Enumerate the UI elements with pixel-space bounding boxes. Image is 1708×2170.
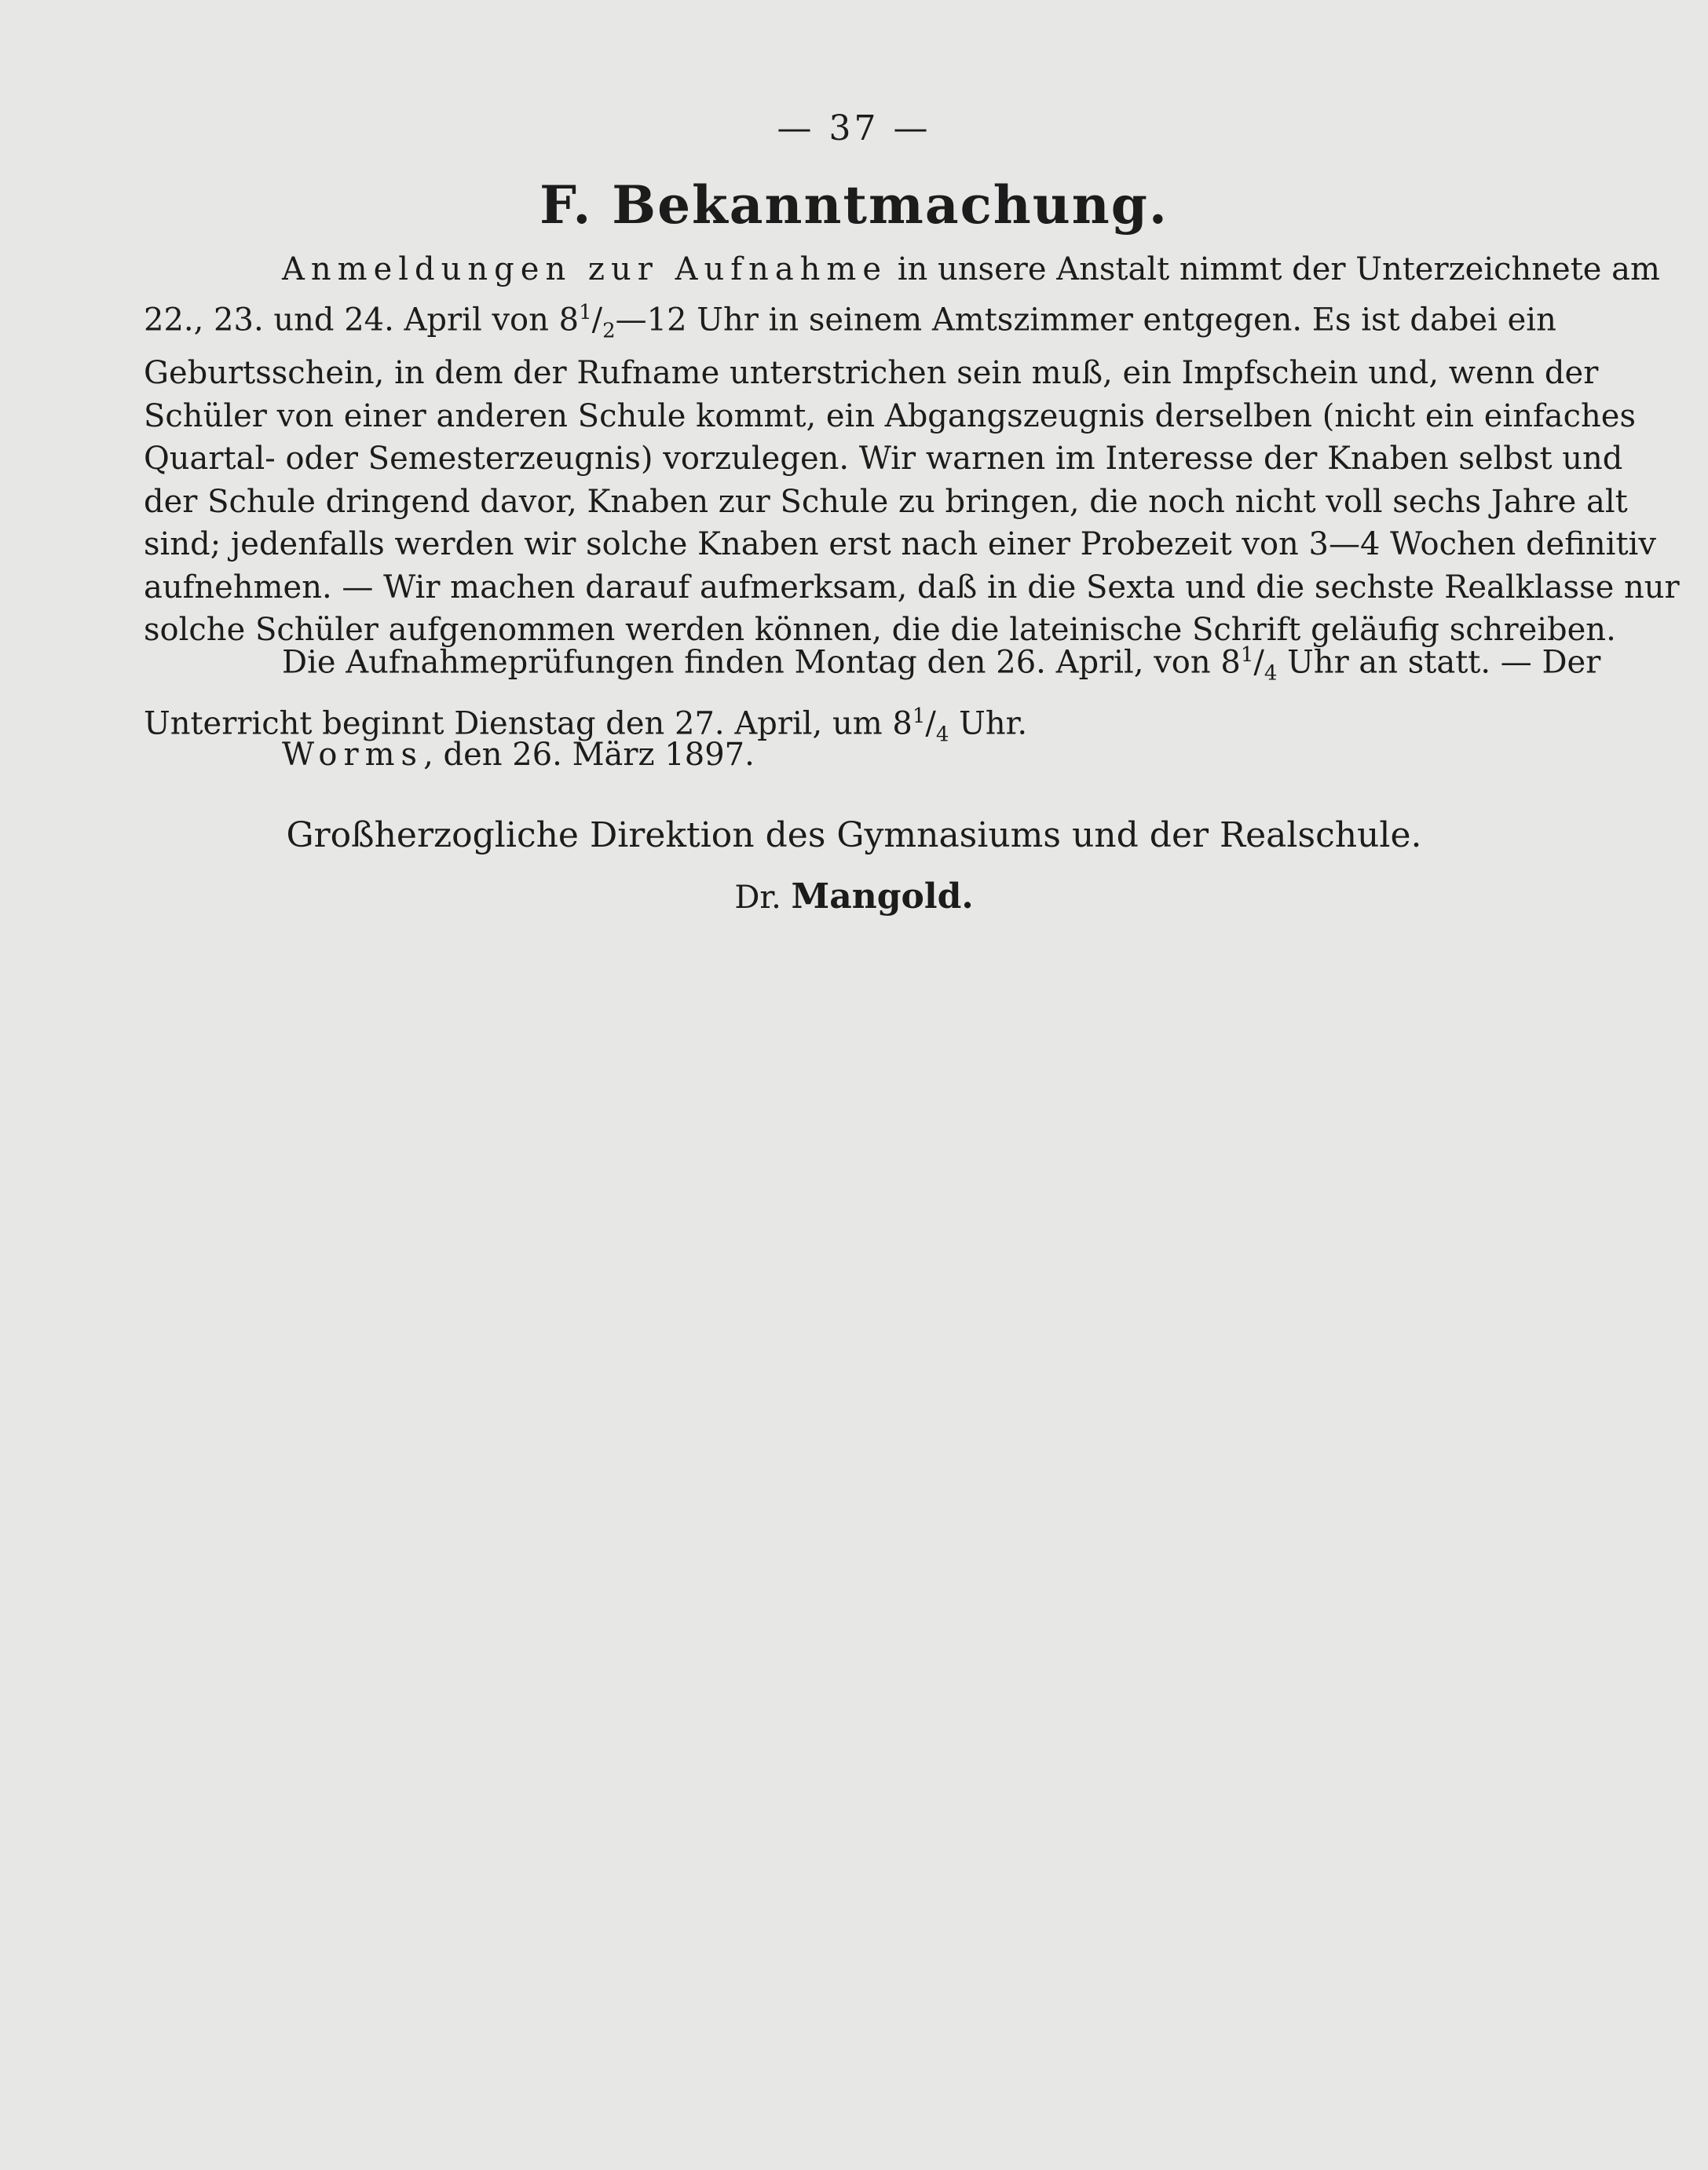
signature-name: Mangold. [791, 876, 974, 917]
text-line: Quartal- oder Semesterzeugnis) vorzulegen. Wir warnen im Interesse der Knaben selbst und [144, 441, 1623, 478]
text-line: 22., 23. und 24. April von $8^1/_2—12$ Uhr in seinem Amtszimmer entgegen. Es ist dabei ein [144, 300, 1556, 342]
text-line: aufnehmen. — Wir machen darauf aufmerksam, daß in die Sexta und die sechste Realklasse nur [144, 569, 1680, 606]
text-fragment: 22., 23. und 24. April von 8 [144, 301, 580, 338]
text-line: der Schule dringend davor, Knaben zur Schule zu bringen, die noch nicht voll sechs Jahre alt [144, 483, 1628, 520]
paragraph-registration [144, 248, 1680, 652]
text-fragment: Die Aufnahmeprüfungen finden Montag den 26. April, von 8 [282, 644, 1241, 681]
signature [0, 876, 1708, 917]
text-line: Geburtsschein, in dem der Rufname unterstrichen sein muß, ein Impfschein und, wenn der [144, 355, 1599, 392]
signature-title: Dr. [734, 880, 781, 916]
text-fragment: Uhr. [949, 705, 1028, 742]
issuing-authority: Großherzogliche Direktion des Gymnasiums und der Realschule. [286, 815, 1422, 855]
lead-phrase: Anmeldungen zur Aufnahme [282, 251, 888, 287]
fraction-numerator: 1 [579, 300, 592, 324]
text-fragment: Unterricht beginnt Dienstag den 27. April, um 8 [144, 705, 913, 742]
fraction-numerator: 1 [1240, 643, 1254, 667]
date-line [282, 737, 755, 773]
fraction-numerator: 1 [912, 704, 926, 728]
text-fragment: in unsere Anstalt nimmt der Unterzeichnete am [897, 251, 1660, 287]
text-line: solche Schüler aufgenommen werden können, die die lateinische Schrift geläufig schreiben. [144, 612, 1616, 649]
text-line [144, 248, 1660, 291]
text-line: Die Aufnahmeprüfungen finden Montag den 26. April, von $8^1/_4$ Uhr an statt. — Der [282, 643, 1601, 686]
date-text: , den 26. März 1897. [423, 737, 755, 773]
fraction-denominator: 4 [1264, 661, 1278, 686]
text-line: Schüler von einer anderen Schule kommt, ein Abgangszeugnis derselben (nicht ein einfaches [144, 397, 1636, 434]
text-fragment: Uhr an statt. — Der [1277, 644, 1601, 681]
fraction-denominator: 4 [935, 723, 949, 747]
text-line: Unterricht beginnt Dienstag den 27. April, um $8^1/_4$ Uhr. [144, 704, 1028, 747]
fraction-denominator: 2 [602, 318, 616, 342]
text-fragment: —12 Uhr in seinem Amtszimmer entgegen. Es ist dabei ein [615, 301, 1556, 338]
page-number: — 37 — [777, 108, 931, 148]
place-name: Worms [282, 737, 424, 773]
section-heading: F. Bekanntmachung. [539, 174, 1169, 236]
text-line: sind; jedenfalls werden wir solche Knaben erst nach einer Probezeit von 3—4 Wochen definitiv [144, 526, 1656, 563]
